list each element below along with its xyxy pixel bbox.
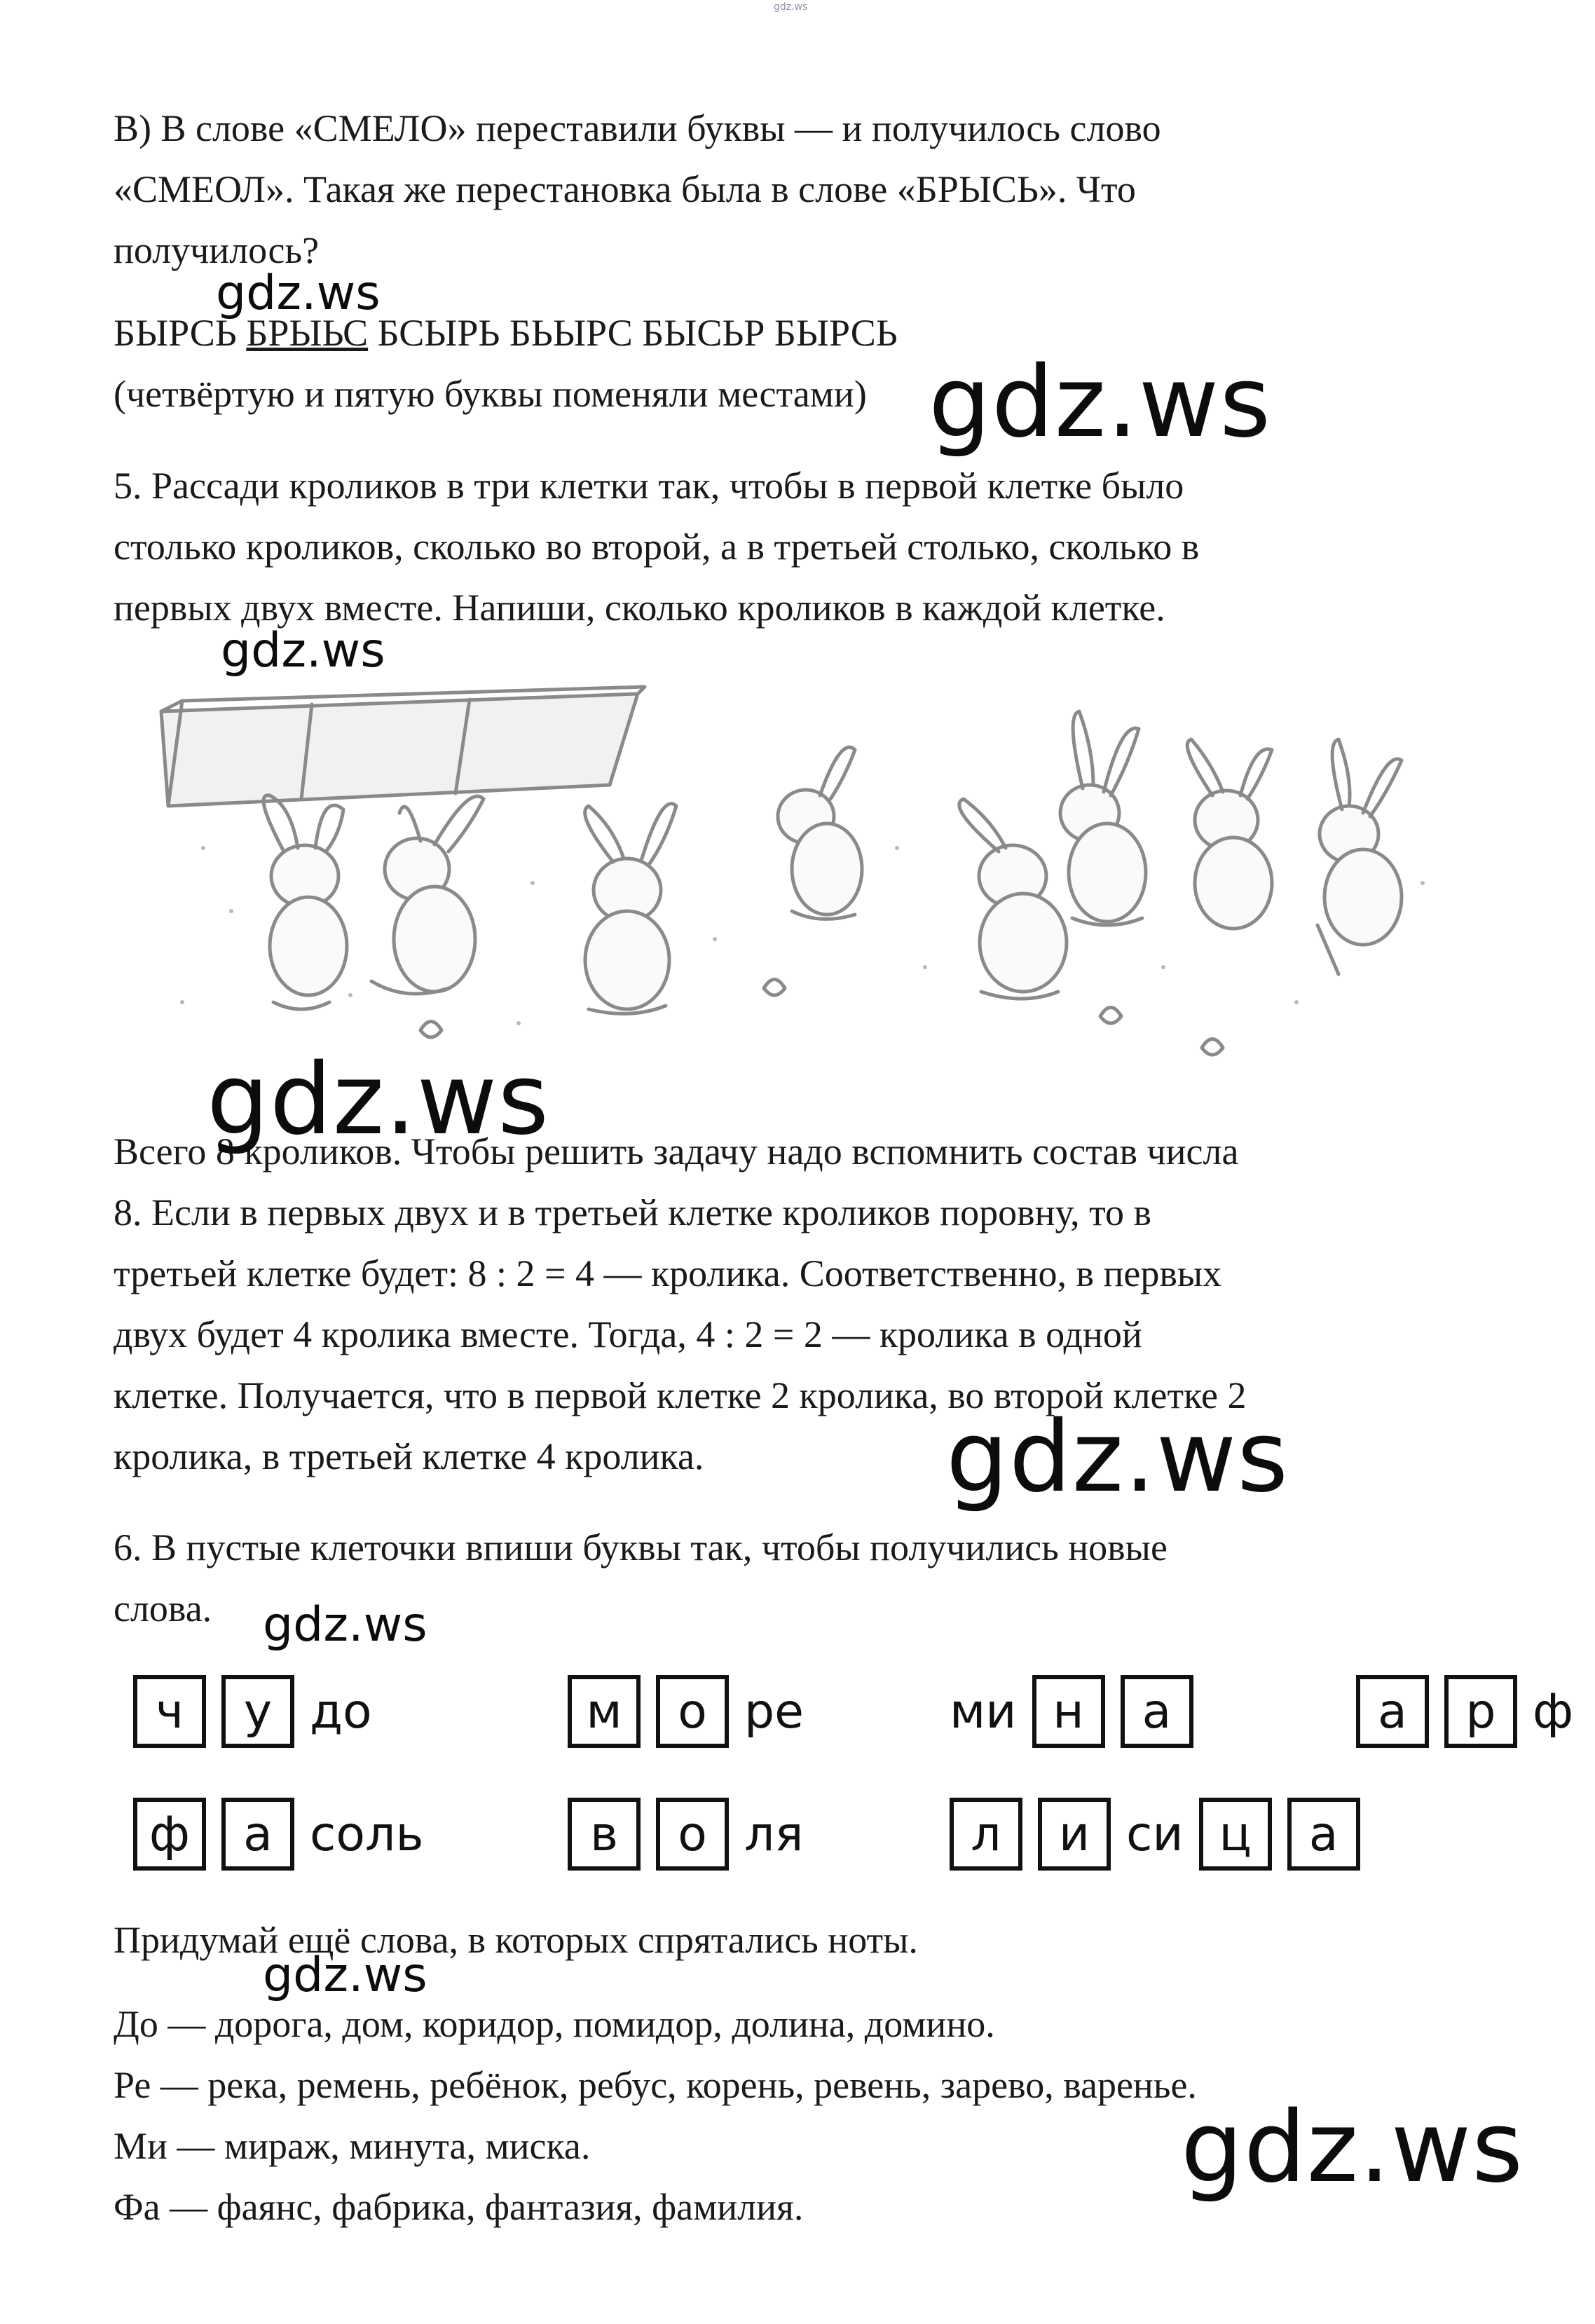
watermark: gdz.ws [929, 346, 1272, 460]
top-watermark: gdz.ws [774, 1, 808, 13]
task5-solution-line-3: третьей клетке будет: 8 : 2 = 4 — кролика. Соответственно, в первых [114, 1252, 1222, 1294]
letter-box: р [1444, 1675, 1517, 1748]
note-fragment: ми [950, 1683, 1017, 1739]
task-v-line-1: В) В слове «СМЕЛО» переставили буквы — и получилось слово [114, 107, 1161, 149]
note-fragment: соль [310, 1806, 424, 1862]
watermark: gdz.ws [263, 1597, 427, 1653]
letter-box: о [656, 1675, 729, 1748]
task5-line-1: 5. Рассади кроликов в три клетки так, чтобы в первой клетке было [114, 465, 1184, 507]
watermark: gdz.ws [263, 1948, 427, 2003]
word-mina [950, 1675, 1209, 1748]
watermark: gdz.ws [216, 266, 381, 321]
letter-box: а [1287, 1798, 1360, 1871]
answer-fa: Фа — фаянс, фабрика, фантазия, фамилия. [114, 2186, 804, 2228]
letter-box: а [1356, 1675, 1429, 1748]
task5-solution-line-4: двух будет 4 кролика вместе. Тогда, 4 : 2 = 2 — кролика в одной [114, 1313, 1142, 1355]
task-v-line-3: получилось? [114, 229, 320, 271]
task5-solution-line-1: Всего 8 кроликов. Чтобы решить задачу надо вспомнить состав числа [114, 1130, 1239, 1173]
letter-box: ц [1199, 1798, 1272, 1871]
note-fragment: ф [1533, 1683, 1574, 1739]
letter-box: л [950, 1798, 1022, 1871]
word-lisitsa [950, 1798, 1376, 1871]
letter-box: н [1032, 1675, 1105, 1748]
answer-do: До — дорога, дом, коридор, помидор, долина, домино. [114, 2003, 995, 2045]
word-more [568, 1675, 819, 1748]
note-fragment: до [310, 1683, 372, 1739]
watermark: gdz.ws [1181, 2091, 1524, 2205]
answer-mi: Ми — мираж, минута, миска. [114, 2125, 591, 2167]
answer-underlined: БРЫЬС [246, 312, 369, 354]
letter-box: у [221, 1675, 294, 1748]
watermark: gdz.ws [946, 1400, 1289, 1515]
note-fragment: ре [744, 1683, 804, 1739]
task5-solution-line-5: клетке. Получается, что в первой клетке 2 кролика, во второй клетке 2 [114, 1374, 1247, 1416]
word-volya [568, 1798, 819, 1871]
task6-line-2: слова. [114, 1587, 212, 1629]
task5-line-2: столько кроликов, сколько во второй, а в третьей столько, сколько в [114, 526, 1200, 568]
letter-box: и [1038, 1798, 1111, 1871]
task-v-note: (четвёртую и пятую буквы поменяли местами) [114, 373, 867, 415]
note-fragment: ля [744, 1806, 804, 1862]
word-arfa [1356, 1675, 1589, 1748]
watermark: gdz.ws [207, 1043, 550, 1157]
letter-box: в [568, 1798, 641, 1871]
letter-box: а [1121, 1675, 1193, 1748]
word-chudo [133, 1675, 388, 1748]
task6-prompt: Придумай ещё слова, в которых спрятались ноты. [114, 1919, 918, 1961]
rabbits-illustration [140, 673, 1444, 1065]
letter-box: ф [133, 1798, 206, 1871]
letter-box: м [568, 1675, 641, 1748]
word-fasol [133, 1798, 439, 1871]
task6-line-1: 6. В пустые клеточки впиши буквы так, чтобы получились новые [114, 1526, 1168, 1568]
task5-solution-line-6: кролика, в третьей клетке 4 кролика. [114, 1435, 704, 1477]
task-v-line-2: «СМЕОЛ». Такая же перестановка была в слове «БРЫСЬ». Что [114, 168, 1136, 210]
task5-solution-line-2: 8. Если в первых двух и в третьей клетке кроликов поровну, то в [114, 1191, 1152, 1233]
task5-line-3: первых двух вместе. Напиши, сколько кроликов в каждой клетке. [114, 587, 1165, 629]
watermark: gdz.ws [221, 623, 385, 678]
letter-box: о [656, 1798, 729, 1871]
option-text: БСЫРЬ БЬЫРС БЫСЬР БЫРСЬ [368, 312, 898, 354]
note-fragment: си [1126, 1806, 1184, 1862]
option-text: БЫРСЬ [114, 312, 247, 354]
letter-box: ч [133, 1675, 206, 1748]
answer-re: Ре — река, ремень, ребёнок, ребус, корень, ревень, зарево, варенье. [114, 2064, 1197, 2106]
letter-box: а [221, 1798, 294, 1871]
